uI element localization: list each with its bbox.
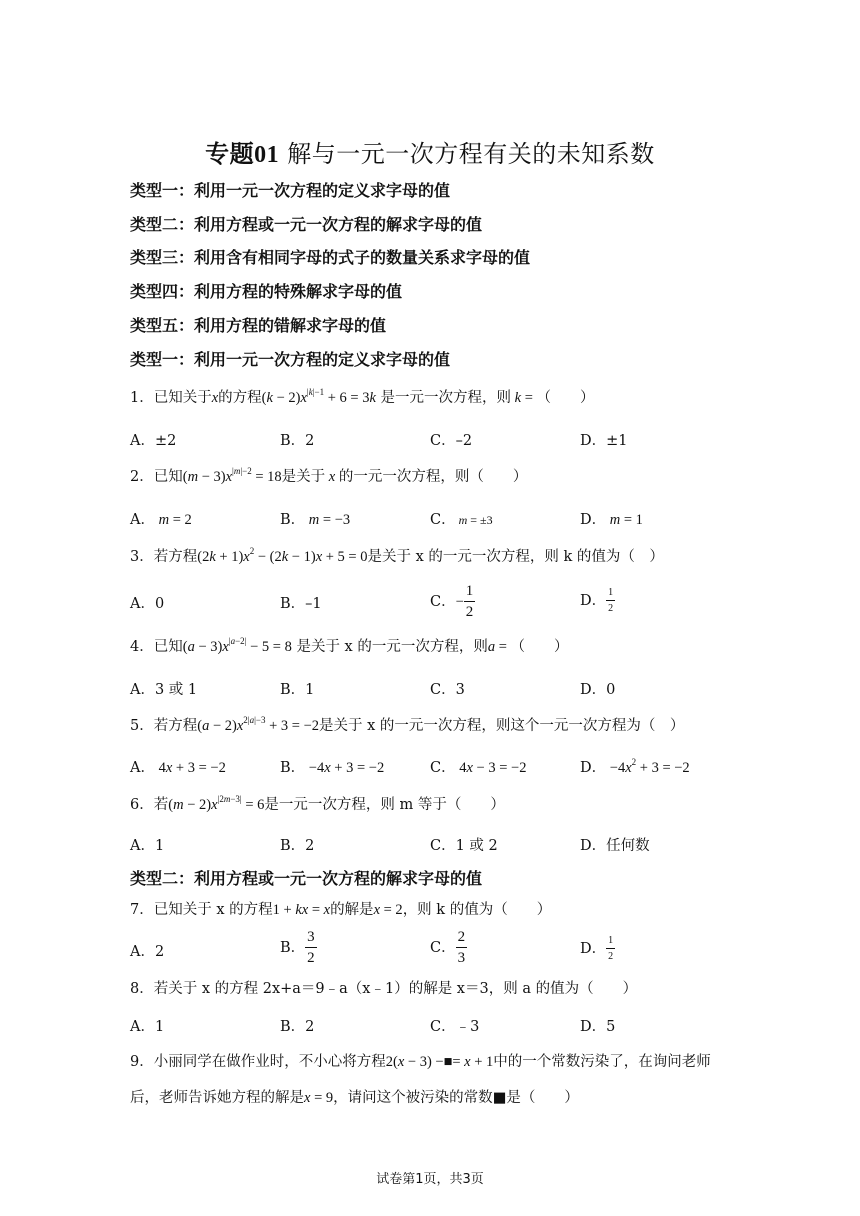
q4-option-a[interactable]: A．3 或 1	[130, 682, 198, 698]
q5-option-a[interactable]: A． 4x + 3 = −2	[130, 760, 226, 776]
q7-option-d-fraction: $\frac{1}{2}$	[608, 935, 614, 962]
q6-equation: $(m - 2)x^{|2m-3|} = 6$	[168, 794, 265, 813]
type-list-item-4: 类型四：利用方程的特殊解求字母的值	[130, 282, 403, 301]
page-title	[0, 134, 860, 169]
q5-option-b[interactable]: B． −4x + 3 = −2	[280, 760, 385, 776]
q7-option-c-fraction: $\frac{2}{3}$	[457, 929, 466, 966]
type-list-item-3: 类型三：利用含有相同字母的式子的数量关系求字母的值	[130, 248, 531, 267]
q3-option-d[interactable]: D． $\frac{1}{2}$	[580, 587, 614, 614]
q1-option-c[interactable]: C．–2	[430, 433, 473, 449]
q4-equation: $(a - 3)x^{|a-2|} - 5 = 8$	[182, 636, 292, 655]
type-list-item-5: 类型五：利用方程的错解求字母的值	[130, 316, 387, 335]
q2-equation: $(m - 3)x^{|m|-2} = 18$	[182, 466, 282, 485]
q4-option-d[interactable]: D．0	[580, 682, 616, 698]
q6-options	[130, 834, 730, 864]
question-2: 2．已知$(m - 3)x^{|m|-2} = 18$是关于 x 的一元一次方程，则（ ）	[130, 466, 528, 485]
q5-equation: $(a - 2)x^{2|a|-3} + 3 = -2$	[197, 715, 320, 734]
q8-options	[130, 1015, 730, 1045]
q7-option-c[interactable]: C． $\frac{2}{3}$	[430, 929, 466, 966]
q7-option-a[interactable]: A．2	[130, 944, 165, 960]
title-text: 解与一元一次方程有关的未知系数	[279, 140, 655, 168]
q6-option-a[interactable]: A．1	[130, 838, 165, 854]
q3-option-a[interactable]: A．0	[130, 596, 165, 612]
q4-options	[130, 678, 730, 708]
ink-blot-icon: ■	[492, 1090, 507, 1106]
q7-options	[130, 930, 730, 970]
q5-options	[130, 756, 730, 786]
q3-option-b[interactable]: B．–1	[280, 596, 322, 612]
question-5: 5．若方程$(a - 2)x^{2|a|-3} + 3 = -2$是关于 x 的一元一次方程，则这个一元一次方程为（ ）	[130, 715, 685, 734]
q5-option-c[interactable]: C． 4x − 3 = −2	[430, 760, 527, 776]
page-footer: 试卷第1页，共3页	[376, 1172, 484, 1187]
q3-option-c[interactable]: C．− $\frac{1}{2}$	[430, 583, 474, 620]
question-6: 6．若$(m - 2)x^{|2m-3|} = 6$是一元一次方程，则 m 等于（ ）	[130, 794, 505, 813]
q1-option-a[interactable]: A．±2	[130, 433, 177, 449]
q2-options	[130, 508, 730, 538]
q4-option-b[interactable]: B．1	[280, 682, 315, 698]
q2-option-c[interactable]: C． m = ±3	[430, 512, 493, 528]
q3-option-c-fraction: $\frac{1}{2}$	[465, 583, 474, 620]
section-heading-type-1: 类型一：利用一元一次方程的定义求字母的值	[130, 350, 451, 369]
question-7: 7．已知关于 x 的方程1 + kx = x的解是x = 2，则 k 的值为（ ）	[130, 902, 552, 918]
q6-option-b[interactable]: B．2	[280, 838, 315, 854]
q7-option-d[interactable]: D． $\frac{1}{2}$	[580, 935, 614, 962]
q3-option-d-fraction: $\frac{1}{2}$	[608, 587, 614, 614]
q5-option-d[interactable]: D． $-4x^2 + 3 = -2$	[580, 757, 690, 776]
question-4: 4．已知$(a - 3)x^{|a-2|} - 5 = 8$ 是关于 x 的一元一次方程，则a = （ ）	[130, 636, 569, 655]
q2-option-d[interactable]: D． m = 1	[580, 512, 643, 528]
q8-option-b[interactable]: B．2	[280, 1019, 315, 1035]
q8-option-d[interactable]: D．5	[580, 1019, 616, 1035]
question-8: 8．若关于 x 的方程 2x+a＝9﹣a（x﹣1）的解是 x＝3，则 a 的值为（ ）	[130, 981, 638, 997]
question-1: 1．已知关于x的方程$(k - 2)x^{|k|-1} + 6 = 3k$ 是一元一次方程，则 k = （ ）	[130, 387, 595, 406]
type-list-item-2: 类型二：利用方程或一元一次方程的解求字母的值	[130, 215, 483, 234]
q6-option-d[interactable]: D．任何数	[580, 838, 650, 854]
q3-options	[130, 584, 730, 620]
q1-options	[130, 429, 730, 459]
question-9: 9．小丽同学在做作业时，不小心将方程2(x − 3) −■= x + 1中的一个常数污染了，在询问老师后，老师告诉她方程的解是x = 9，请问这个被污染的常数■是（ ）	[130, 1054, 711, 1106]
q7-option-b-fraction: $\frac{3}{2}$	[307, 929, 315, 966]
q8-option-c[interactable]: C．﹣3	[430, 1019, 480, 1035]
q7-option-b[interactable]: B． $\frac{3}{2}$	[280, 929, 315, 966]
type-list-item-1: 类型一：利用一元一次方程的定义求字母的值	[130, 181, 451, 200]
q6-option-c[interactable]: C．1 或 2	[430, 838, 498, 854]
q1-option-b[interactable]: B．2	[280, 433, 315, 449]
q2-option-a[interactable]: A． m = 2	[130, 512, 192, 528]
q1-equation: $(k - 2)x^{|k|-1} + 6 = 3k$	[261, 387, 376, 406]
q7-equation: 1 + kx = x	[272, 902, 331, 918]
section-heading-type-2: 类型二：利用方程或一元一次方程的解求字母的值	[130, 869, 483, 888]
q4-option-c[interactable]: C．3	[430, 682, 465, 698]
title-number: 专题01	[205, 142, 280, 168]
q3-equation: $(2k + 1)x^2 - (2k - 1)x + 5 = 0$	[197, 546, 368, 565]
q2-option-b[interactable]: B． m = −3	[280, 512, 351, 528]
q1-option-d[interactable]: D．±1	[580, 433, 628, 449]
q9-equation: 2(x − 3) −■= x + 1	[385, 1054, 494, 1070]
q8-option-a[interactable]: A．1	[130, 1019, 165, 1035]
question-3: 3．若方程$(2k + 1)x^2 - (2k - 1)x + 5 = 0$是关于 x 的一元一次方程，则 k 的值为（ ）	[130, 546, 664, 565]
